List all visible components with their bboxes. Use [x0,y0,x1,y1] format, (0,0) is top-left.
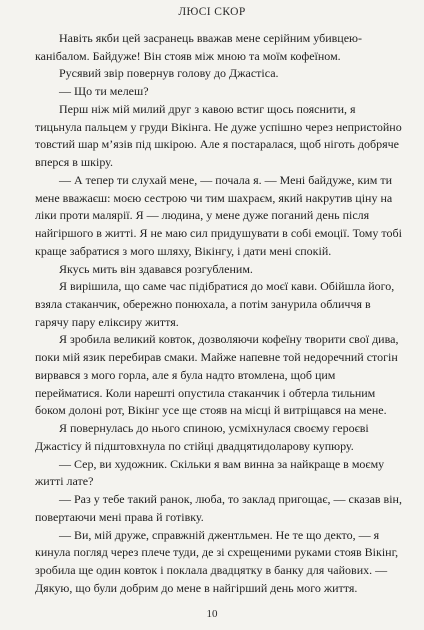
paragraph: Я повернулась до нього спиною, усміхнулася своєму героєві Джастісу й підштовхнула по стійці двадцятидоларову купюру. [35,421,369,453]
paragraph: — А тепер ти слухай мене, — почала я. — Мені байдуже, ким ти мене вважаєш: моєю сестрою чи тим шахраєм, який накрутив ціну на ліки проти малярії. Я — людина, у мене дуже поганий день після найгіршого в житті. Я не маю сил придушувати в собі емоції. Тому тобі краще забратися з мого шляху, Вікінгу, і дати мені спокій. [35,172,402,258]
running-header: ЛЮСІ СКОР [178,6,246,18]
page-body [35,30,404,598]
paragraph: Я зробила великий ковток, дозволяючи кофеїну творити свої дива, поки мій язик перебирав смаки. Майже напевне той недоречний стогін вирвався з мого горла, але я була надто втомлена, щоб цим перейматися. Коли нарешті опустила стаканчик і обтерла тильним боком долоні рот, Вікінг усе ще стояв на місці й витріщався на мене. [35,332,399,418]
paragraph: — Сер, ви художник. Скільки я вам винна за найкраще в моєму житті лате? [35,456,385,489]
paragraph: Якусь мить він здавався розгубленим. [59,261,253,276]
paragraph: Навіть якби цей засранець вважав мене серійним убивцею-канібалом. Байдуже! Він стояв між мною та моїм кофеїном. [35,31,363,63]
paragraph: — Ви, мій друже, справжній джентльмен. Не те що декто, — я кинула погляд через плече туди, де зі схрещеними руками стояв Вікінг, зробила ще один ковток і поклала двадцятку в банку для чайових. — Дякую, що були добрим до мене в найгірший день мого життя. [35,527,399,595]
paragraph: — Що ти мелеш? [59,84,149,99]
paragraph: Русявий звір повернув голову до Джастіса. [59,66,279,81]
paragraph: — Раз у тебе такий ранок, люба, то заклад пригощає, — сказав він, повертаючи мені права й готівку. [35,492,402,524]
page-number: 10 [206,608,218,620]
paragraph: Я вирішила, що саме час підібратися до моєї кави. Обійшла його, взяла стаканчик, обережно понюхала, а потім занурила обличчя в гарячу пару еліксиру життя. [35,279,395,329]
paragraph: Перш ніж мій милий друг з кавою встиг щось пояснити, я тицьнула пальцем у груди Вікінга. Не дуже успішно через непристойно товстий шар м’язів під шкірою. Але я постаралася, щоб ніготь добряче вперся в шкіру. [35,101,402,170]
